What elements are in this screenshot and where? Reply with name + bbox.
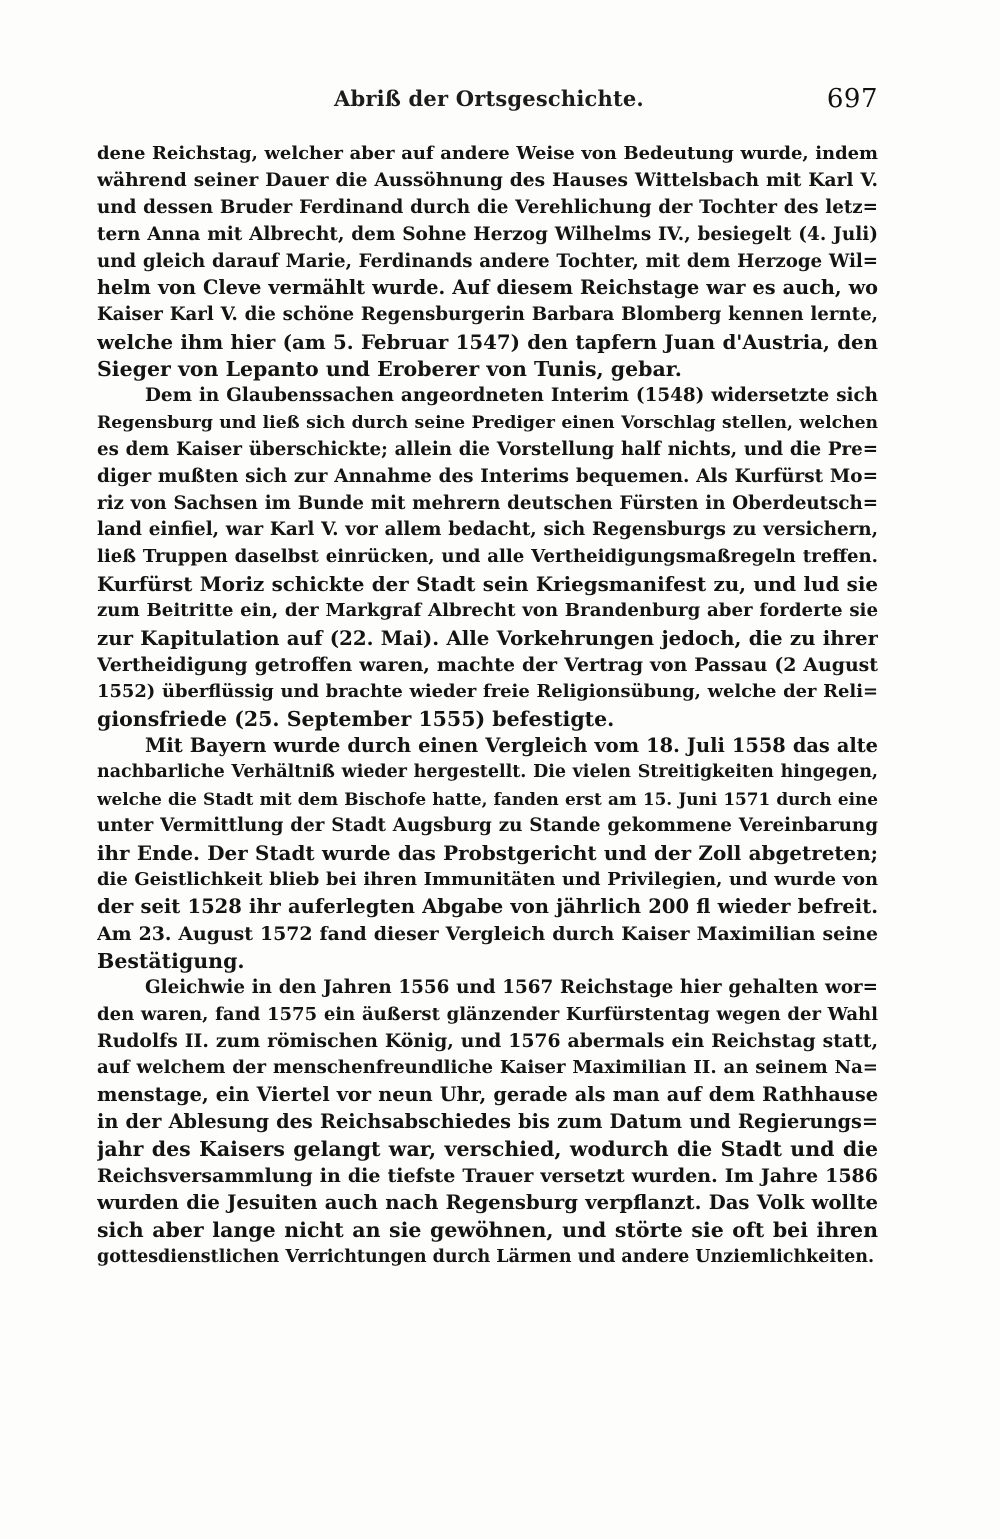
text-line: wurden die Jesuiten auch nach Regensburg verpflanzt. Das Volk wollte [97,1190,878,1214]
text-line: Dem in Glaubenssachen angeordneten Interim (1548) widersetzte sich [145,385,878,407]
text-line: diger mußten sich zur Annahme des Interims bequemen. Als Kurfürst Mo= [97,465,878,487]
text-line: die Geistlichkeit blieb bei ihren Immunitäten und Privilegien, und wurde von [97,869,878,891]
text-line: tern Anna mit Albrecht, dem Sohne Herzog Wilhelms IV., besiegelt (4. Juli) [97,223,878,245]
text-line: zur Kapitulation auf (22. Mai). Alle Vorkehrungen jedoch, die zu ihrer [97,626,878,651]
text-line: Mit Bayern wurde durch einen Vergleich vom 18. Juli 1558 das alte [145,733,878,757]
text-line: land einfiel, war Karl V. vor allem bedacht, sich Regensburgs zu versichern, [97,519,878,541]
text-line: ließ Truppen daselbst einrücken, und alle Vertheidigungsmaßregeln treffen. [97,546,878,568]
body-text [97,141,878,1270]
text-line: Gleichwie in den Jahren 1556 und 1567 Reichstage hier gehalten wor= [145,976,878,998]
text-line: menstage, ein Viertel vor neun Uhr, gerade als man auf dem Rathhause [97,1083,878,1107]
text-line: Rudolfs II. zum römischen König, und 1576 abermals ein Reichstag statt, [97,1030,878,1053]
text-line: auf welchem der menschenfreundliche Kaiser Maximilian II. an seinem Na= [97,1057,878,1079]
text-line: während seiner Dauer die Aussöhnung des Hauses Wittelsbach mit Karl V. [97,169,878,191]
text-line: ihr Ende. Der Stadt wurde das Probstgericht und der Zoll abgetreten; [97,841,878,866]
text-line: Regensburg und ließ sich durch seine Prediger einen Vorschlag stellen, welchen [97,412,878,433]
text-line: Vertheidigung getroffen waren, machte der Vertrag von Passau (2 August [97,653,878,676]
text-line: dene Reichstag, welcher aber auf andere Weise von Bedeutung wurde, indem [97,143,878,164]
page-number: 697 [826,84,878,114]
paragraph [97,975,878,1271]
text-line: gionsfriede (25. September 1555) befestigte. [97,706,615,731]
text-line: Sieger von Lepanto und Eroberer von Tunis, gebar. [97,357,682,382]
text-line: es dem Kaiser überschickte; allein die Vorstellung half nichts, und die Pre= [97,438,878,460]
text-line: welche ihm hier (am 5. Februar 1547) den tapfern Juan d'Austria, den [97,330,878,355]
text-line: und gleich darauf Marie, Ferdinands andere Tochter, mit dem Herzoge Wil= [97,250,878,272]
text-line: unter Vermittlung der Stadt Augsburg zu Stande gekommene Vereinbarung [97,815,878,837]
text-line: Reichsversammlung in die tiefste Trauer versetzt wurden. Im Jahre 1586 [97,1164,878,1187]
text-line: sich aber lange nicht an sie gewöhnen, und störte sie oft bei ihren [97,1217,878,1242]
text-line: und dessen Bruder Ferdinand durch die Verehlichung der Tochter des letz= [97,196,878,218]
text-line: helm von Cleve vermählt wurde. Auf diesem Reichstage war es auch, wo [97,276,878,300]
text-line: gottesdienstlichen Verrichtungen durch Lärmen und andere Unziemlichkeiten. [97,1246,875,1267]
paragraph [97,141,878,383]
paragraph [97,383,878,733]
text-line: Bestätigung. [97,948,245,973]
text-line: 1552) überflüssig und brachte wieder freie Religionsübung, welche der Reli= [97,680,878,702]
text-line: jahr des Kaisers gelangt war, verschied, wodurch die Stadt und die [97,1136,878,1161]
page-header [100,86,878,120]
text-line: den waren, fand 1575 ein äußerst glänzender Kurfürstentag wegen der Wahl [97,1003,878,1025]
text-line: Kurfürst Moriz schickte der Stadt sein Kriegsmanifest zu, und lud sie [97,572,878,597]
text-line: der seit 1528 ihr auferlegten Abgabe von jährlich 200 fl wieder befreit. [97,894,878,918]
text-line: riz von Sachsen im Bunde mit mehrern deutschen Fürsten in Oberdeutsch= [97,492,878,514]
text-line: in der Ablesung des Reichsabschiedes bis zum Datum und Regierungs= [97,1110,878,1134]
text-line: Kaiser Karl V. die schöne Regensburgerin Barbara Blomberg kennen lernte, [97,304,878,326]
paragraph [97,733,878,975]
text-line: zum Beitritte ein, der Markgraf Albrecht von Brandenburg aber forderte sie [97,600,878,622]
running-title: Abriß der Ortsgeschichte. [334,86,644,111]
text-line: nachbarliche Verhältniß wieder hergestellt. Die vielen Streitigkeiten hingegen, [97,762,878,783]
text-line: welche die Stadt mit dem Bischofe hatte, fanden erst am 15. Juni 1571 durch eine [97,789,878,810]
text-line: Am 23. August 1572 fand dieser Vergleich durch Kaiser Maximilian seine [97,922,878,945]
